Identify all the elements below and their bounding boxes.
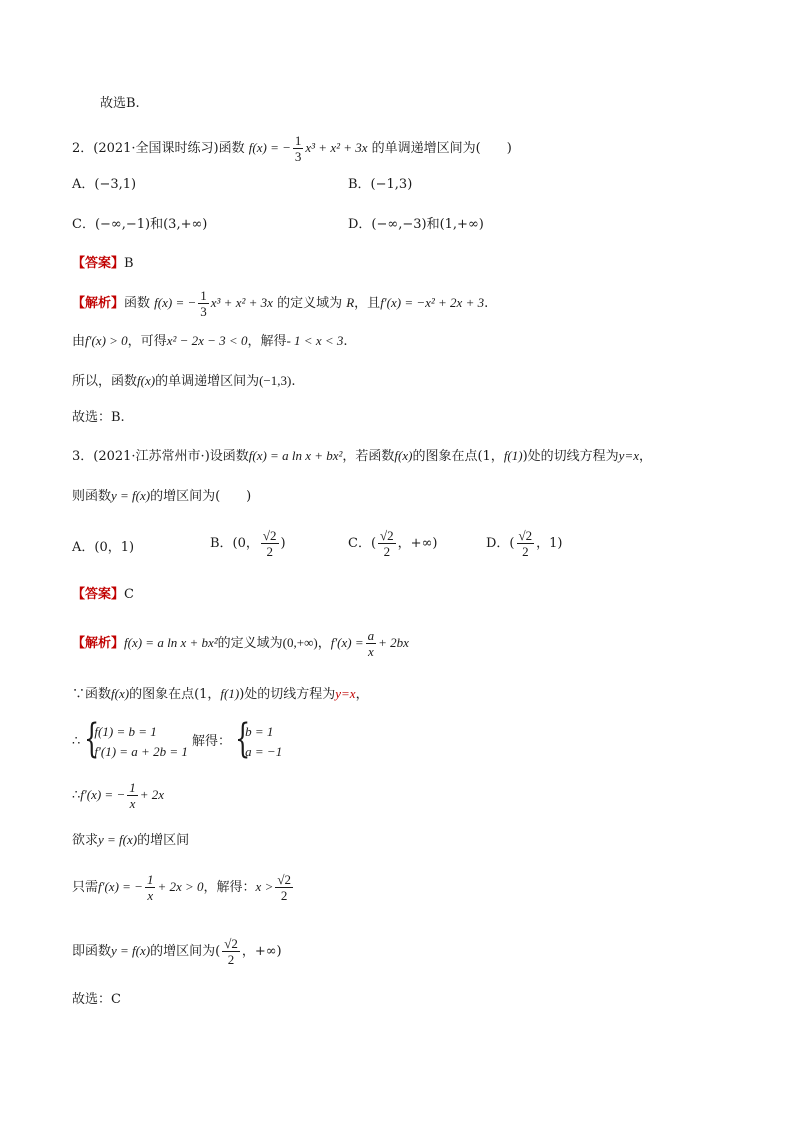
text: . <box>484 296 489 311</box>
text: 只需 <box>72 880 99 895</box>
text: 的定义域为 <box>217 636 283 651</box>
math: (−1,3) <box>259 373 292 388</box>
text: 由 <box>72 334 86 349</box>
q2-analysis-3 <box>72 371 295 392</box>
q2-option-c: C．(−∞,−1)和(3,+∞) <box>72 217 208 232</box>
text: . <box>343 334 348 349</box>
q3-conclusion: 故选：C <box>72 992 121 1007</box>
fraction: $\frac{1}{3}$ <box>200 288 207 319</box>
q3-option-d <box>486 528 562 559</box>
math: f(x) <box>111 686 130 701</box>
answer-value: C <box>124 587 134 602</box>
equation-row: b = 1 <box>245 724 274 739</box>
q2-prefix: 2．(2021·全国课时练习)函数 <box>72 141 245 156</box>
q2-analysis-2 <box>72 331 348 352</box>
q2-fraction: $\frac{1}{3}$ <box>294 133 302 164</box>
q2-conclusion: 故选：B. <box>72 410 125 425</box>
text: 的增区间为( <box>150 944 221 959</box>
q2-option-d: D．(−∞,−3)和(1,+∞) <box>348 217 484 232</box>
math: f′(x) = −x² + 2x + 3 <box>380 295 485 310</box>
text: 即函数 <box>72 944 112 959</box>
text: ，解得： <box>203 880 256 895</box>
q3-want <box>72 830 189 851</box>
text: 的图象在点(1， <box>129 687 221 702</box>
text: C．( <box>348 536 377 551</box>
text: ，解得 <box>247 334 287 349</box>
text: 的图象在点(1， <box>412 449 504 464</box>
analysis-label: 【解析】 <box>72 296 125 311</box>
text: ，若函数 <box>342 449 395 464</box>
math: f′(x) = <box>330 635 364 650</box>
q3-result <box>72 936 282 967</box>
text: ， <box>355 687 369 702</box>
q3-answer <box>72 585 134 605</box>
math: y=x <box>335 686 356 701</box>
math: y = f(x) <box>111 488 151 503</box>
therefore-symbol: ∴ <box>72 734 81 749</box>
q3-option-b <box>210 528 286 559</box>
fraction: $\frac{1}{x}$ <box>146 872 154 903</box>
sqrt2-over-2: $\frac{√2}{2}$ <box>224 936 238 967</box>
q3-stem-2 <box>72 486 251 507</box>
math: y = f(x) <box>111 943 151 958</box>
math: f(x) = a ln x + bx² <box>248 448 343 463</box>
math: + 2bx <box>378 635 409 650</box>
text: 所以，函数 <box>72 374 138 389</box>
math: x > <box>255 879 274 894</box>
text: 的增区间为( ) <box>150 489 252 504</box>
analysis-label: 【解析】 <box>72 636 125 651</box>
intro-choice: 故选B. <box>100 96 140 111</box>
q3-need <box>72 872 295 903</box>
math: f′(x) = − <box>80 787 126 802</box>
math: f(x) <box>137 373 156 388</box>
text: 解得： <box>192 734 232 749</box>
q2-answer <box>72 254 134 274</box>
equation-row: f(1) = b = 1 <box>94 724 157 739</box>
text: 函数 <box>124 296 151 311</box>
text: ，+∞) <box>397 536 438 551</box>
fraction: $\frac{1}{x}$ <box>129 780 136 811</box>
math: + 2x > 0 <box>157 879 204 894</box>
text: ，1) <box>536 536 563 551</box>
answer-label: 【答案】 <box>72 587 125 602</box>
q2-fx: f(x) = − <box>248 140 291 155</box>
q2-suffix: 的单调递增区间为( ) <box>371 141 512 156</box>
q3-system <box>72 716 283 762</box>
math: x² − 2x − 3 < 0 <box>166 333 248 348</box>
text: ， <box>317 636 331 651</box>
math: f(1) <box>220 686 240 701</box>
q2-rest: x³ + x² + 3x <box>305 140 368 155</box>
math: f(1) <box>503 448 523 463</box>
math: f′(x) = − <box>98 879 143 894</box>
text: ， <box>638 449 652 464</box>
math: (0,+∞) <box>282 635 318 650</box>
math: + 2x <box>139 787 165 802</box>
text: 的单调递增区间为 <box>155 374 260 389</box>
text: 的增区间 <box>137 833 190 848</box>
math: x³ + x² + 3x <box>210 295 273 310</box>
q3-derivative <box>72 780 164 811</box>
q2-option-b: B．(−1,3) <box>348 177 413 192</box>
math: y=x <box>618 448 639 463</box>
sqrt2-over-2: $\frac{√2}{2}$ <box>277 872 291 903</box>
therefore-symbol: ∴ <box>72 788 81 803</box>
equation-row: a = −1 <box>245 744 283 759</box>
math: y = f(x) <box>98 832 138 847</box>
solution-system: { b = 1 a = −1 <box>235 716 283 762</box>
sqrt2-over-2: $\frac{√2}{2}$ <box>262 528 277 559</box>
text: ，可得 <box>127 334 167 349</box>
text: )处的切线方程为 <box>239 687 336 702</box>
text: )处的切线方程为 <box>522 449 619 464</box>
sqrt2-over-2: $\frac{√2}{2}$ <box>518 528 533 559</box>
sqrt2-over-2: $\frac{√2}{2}$ <box>380 528 394 559</box>
answer-label: 【答案】 <box>72 256 125 271</box>
math: f(x) = − <box>154 295 197 310</box>
fraction: $\frac{a}{x}$ <box>367 628 375 659</box>
text: 3．(2021·江苏常州市·)设函数 <box>72 449 249 464</box>
math: - 1 < x < 3 <box>286 333 344 348</box>
q2-option-a: A．(−3,1) <box>72 177 137 192</box>
text: 欲求 <box>72 833 99 848</box>
math: f′(x) > 0 <box>85 333 128 348</box>
equation-system: { f(1) = b = 1 f′(1) = a + 2b = 1 <box>84 716 188 762</box>
q3-analysis-2 <box>72 684 369 705</box>
text: ∵函数 <box>72 687 112 702</box>
math: f(x) = a ln x + bx² <box>124 635 218 650</box>
text: D．( <box>486 536 515 551</box>
math: f(x) <box>394 448 413 463</box>
text: ) <box>280 536 286 551</box>
answer-value: B <box>124 256 134 271</box>
q3-stem <box>72 446 652 467</box>
text: . <box>291 374 296 389</box>
text: ，且 <box>354 296 381 311</box>
q3-option-a: A．(0，1) <box>72 540 135 555</box>
text: ，+∞) <box>241 944 282 959</box>
text: 的定义域为 <box>277 296 343 311</box>
math: R <box>346 295 355 310</box>
equation-row: f′(1) = a + 2b = 1 <box>94 744 188 759</box>
q3-analysis-1 <box>72 628 409 659</box>
q3-option-c <box>348 528 437 559</box>
text: B．(0， <box>210 536 259 551</box>
q2-stem <box>72 133 512 164</box>
q2-analysis-1 <box>72 288 488 319</box>
text: 则函数 <box>72 489 112 504</box>
